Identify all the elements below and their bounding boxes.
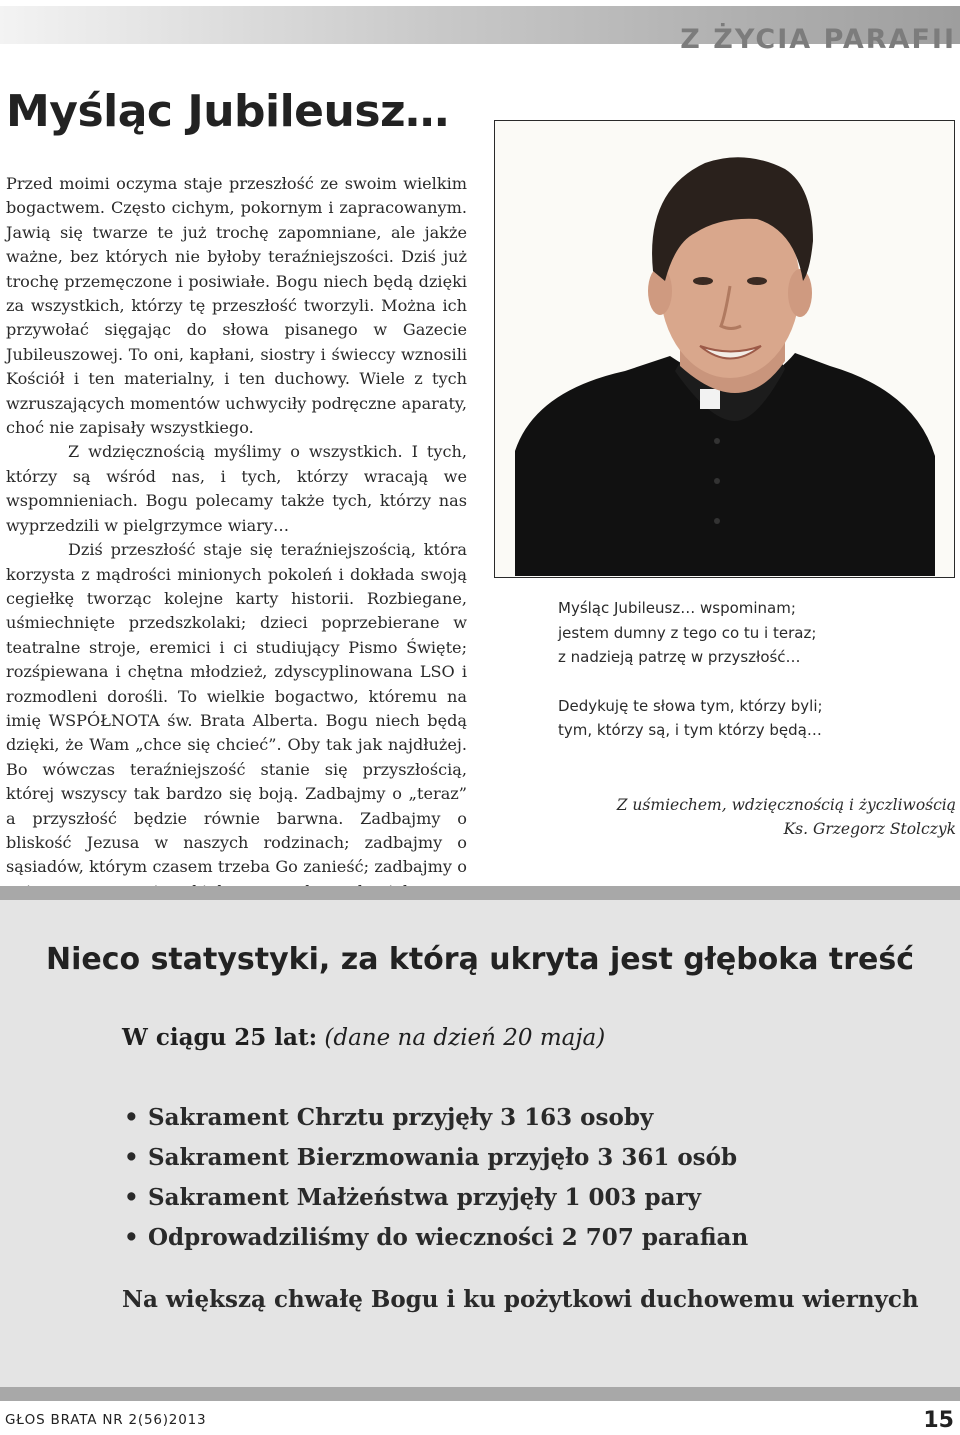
dedication-line: Myśląc Jubileusz… wspominam; xyxy=(558,599,796,617)
dedication-line: tym, którzy są, i tym którzy będą… xyxy=(558,721,822,739)
section-label: Z ŻYCIA PARAFII xyxy=(680,24,956,55)
statistics-item: • Sakrament Bierzmowania przyjęło 3 361 osób xyxy=(124,1138,748,1178)
statistics-closing: Na większą chwałę Bogu i ku pożytkowi duchowemu wiernych xyxy=(122,1286,919,1313)
statistics-box-bottom-bar xyxy=(0,1387,960,1401)
statistics-box-top-bar xyxy=(0,886,960,900)
signature xyxy=(617,793,956,841)
statistics-item: • Sakrament Małżeństwa przyjęły 1 003 pary xyxy=(124,1178,748,1218)
period-note: (dane na dzień 20 maja) xyxy=(324,1025,606,1051)
page-number: 15 xyxy=(923,1408,954,1433)
statistics-list xyxy=(124,1098,748,1258)
statistics-item: • Sakrament Chrztu przyjęły 3 163 osoby xyxy=(124,1098,748,1138)
article-paragraph: Przed moimi oczyma staje przeszłość ze swoim wielkim bogactwem. Często cichym, pokornym i zapracowanym. Jawią się twarze te już trochę zapomniane, ale jakże ważne, bez których nie byłoby teraźniejszości. Dziś już trochę przemęczone i posiwiałe. Bogu niech będą dzięki za wszystkich, którzy tę przeszłość tworzyli. Można ich przywołać sięgając do słowa pisanego w Gazecie Jubileuszowej. To oni, kapłani, siostry i świeccy wznosili Kościół i ten materialny, i ten duchowy. Wiele z tych wzruszających momentów uchwyciły podręczne aparaty, choć nie zapisały wszystkiego. xyxy=(6,174,467,438)
period-label: W ciągu 25 lat: xyxy=(122,1024,318,1051)
dedication-line: z nadzieją patrzę w przyszłość… xyxy=(558,648,801,666)
article-paragraph: Dziś przeszłość staje się teraźniejszością, która korzysta z mądrości minionych pokoleń i dokłada swoją cegiełkę tworząc kolejne karty historii. Rozbiegane, uśmiechnięte przedszkolaki; dzieci poprzebierane w teatralne stroje, eremici i ci studiujący Pismo Święte; rozśpiewana i chętna młodzież, zdyscyplinowana LSO i rozmodleni dorośli. To wielkie bogactwo, któremu na imię WSPÓŁNOTA św. Brata Alberta. Bogu niech będą dzięki, że Wam „chce się chcieć”. Oby tak jak najdłużej. Bo wówczas teraźniejszość stanie się przyszłością, której wszyscy tak bardzo się boją. Zadbajmy o „teraz” a przyszłość będzie równie barwna. Zadbajmy o bliskość Jezusa w naszych rodzinach; zadbajmy o sąsiadów, którym czasem trzeba Go zanieść; zadbajmy o xyxy=(6,540,467,877)
article-body xyxy=(6,172,467,904)
article-title: Myśląc Jubileusz… xyxy=(6,86,449,137)
dedication-line: Dedykuję te słowa tym, którzy byli; xyxy=(558,696,823,715)
statistics-period xyxy=(122,1024,605,1051)
signature-greeting: Z uśmiechem, wdzięcznością i życzliwością xyxy=(616,796,956,814)
article-paragraph: Z wdzięcznością myślimy o wszystkich. I tych, którzy są wśród nas, i tych, którzy wracają we wspomnieniach. Bogu polecamy także tych, którzy nas wyprzedzili w pielgrzymce wiary… xyxy=(6,442,467,535)
footer-publication: GŁOS BRATA NR 2(56)2013 xyxy=(5,1412,207,1428)
priest-portrait-photo xyxy=(494,120,955,578)
statistics-item: • Odprowadziliśmy do wieczności 2 707 parafian xyxy=(124,1218,748,1258)
portrait-illustration xyxy=(495,121,953,576)
dedication-line: jestem dumny z tego co tu i teraz; xyxy=(558,623,817,642)
signature-author: Ks. Grzegorz Stolczyk xyxy=(783,820,956,838)
dedication xyxy=(558,596,948,743)
statistics-title: Nieco statystyki, za którą ukryta jest głęboka treść xyxy=(46,942,915,977)
statistics-box xyxy=(0,886,960,1401)
